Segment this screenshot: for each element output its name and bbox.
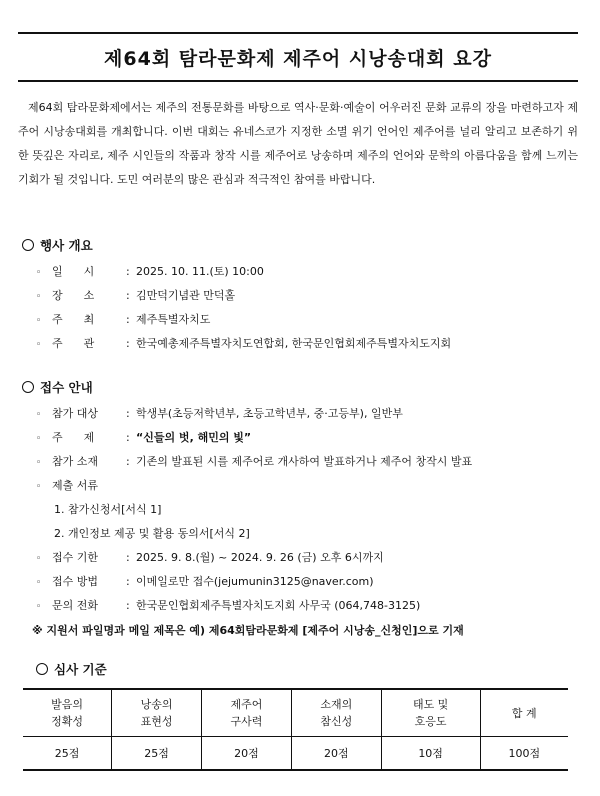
table-header-cell [480,689,568,737]
item-value: 한국예총제주특별자치도연합회, 한국문인협회제주특별자치도지회 [136,337,452,350]
reception-item-theme: ◦ 주 제 : “신들의 벗, 해민의 빛” [36,431,252,444]
dot-bullet-icon: ◦ [36,292,42,302]
intro-paragraph: 제64회 탐라문화제에서는 제주의 전통문화를 바탕으로 역사·문화·예술이 어우러진 문화 교류의 장을 마련하고자 제주어 시낭송대회를 개최합니다. 이번 대회는 유네스코가 지정한 소멸 위기 언어인 제주어를 널리 알리고 보존하기 위한 뜻깊은 자리로, 제주 시인들의 작품과 창작 시를 제주어로 낭송하며 제주의 언어와 문학의 아름다움을 함께 느끼는 기회가 될 것입니다. 도민 여러분의 많은 관심과 적극적인 참여를 바랍니다. [18,101,578,186]
document-item-1: 1. 참가신청서[서식 1] [54,503,162,516]
overview-item-venue: ◦ 장 소 : 김만덕기념관 만덕홀 [36,289,236,302]
submission-note: ※ 지원서 파일명과 메일 제목은 예) 제64회탐라문화제 [제주어 시낭송_신청인]으로 기재 [32,624,464,637]
item-label: 접수 기한 [52,551,99,564]
header-line: 호응도 [414,715,447,728]
item-label: 참가 대상 [52,407,99,420]
dot-bullet-icon: ◦ [36,482,42,492]
circle-bullet-icon [22,239,34,251]
dot-bullet-icon: ◦ [36,268,42,278]
table-header-row [23,689,568,737]
item-value: 한국문인협회제주특별자치도지회 사무국 (064,748-3125) [136,599,421,612]
table-cell: 20점 [291,737,381,771]
item-label: 제출 서류 [52,479,99,492]
overview-item-host: ◦ 주 최 : 제주특별자치도 [36,313,211,326]
dot-bullet-icon: ◦ [36,340,42,350]
header-line: 소재의 [320,698,353,711]
header-line: 표현성 [140,715,173,728]
page-title: 제64회 탐라문화제 제주어 시낭송대회 요강 [104,47,492,70]
section-title: 접수 안내 [40,380,93,395]
item-label: 접수 방법 [52,575,99,588]
reception-item-contact: ◦ 문의 전화 : 한국문인협회제주특별자치도지회 사무국 (064,748-3125) [36,599,421,612]
item-label: 참가 소재 [52,455,99,468]
item-value: 학생부(초등저학년부, 초등고학년부, 중·고등부), 일반부 [136,407,403,420]
header-line: 구사력 [230,715,263,728]
reception-item-method: ◦ 접수 방법 : 이메일로만 접수(jejumunin3125@naver.com) [36,575,374,588]
table-cell: 100점 [480,737,568,771]
dot-bullet-icon: ◦ [36,316,42,326]
table-cell: 25점 [23,737,112,771]
section-title: 행사 개요 [40,238,93,253]
circle-bullet-icon [22,381,34,393]
section-reception-heading [22,378,93,396]
section-criteria-heading [36,660,107,678]
circle-bullet-icon [36,663,48,675]
reception-item-deadline: ◦ 접수 기한 : 2025. 9. 8.(월) ~ 2024. 9. 26 (금) 오후 6시까지 [36,551,384,564]
table-header-cell [23,689,112,737]
dot-bullet-icon: ◦ [36,458,42,468]
dot-bullet-icon: ◦ [36,410,42,420]
item-value: 제주특별자치도 [136,313,211,326]
criteria-table [23,688,568,771]
reception-item-documents [36,477,126,493]
table-cell: 25점 [112,737,202,771]
section-overview-heading [22,236,93,254]
item-label: 주 제 [52,431,95,444]
header-line: 정확성 [51,715,83,728]
title-box [18,32,578,82]
item-label: 주 관 [52,337,95,350]
item-value: 기존의 발표된 시를 제주어로 개사하여 발표하거나 제주어 창작시 발표 [136,455,473,468]
header-line: 발음의 [51,698,83,711]
item-value: 이메일로만 접수(jejumunin3125@naver.com) [136,575,374,588]
table-header-cell [112,689,202,737]
item-label: 장 소 [52,289,95,302]
overview-item-date: ◦ 일 시 : 2025. 10. 11.(토) 10:00 [36,265,264,278]
header-line: 낭송의 [140,698,173,711]
table-header-cell [201,689,291,737]
reception-item-material: ◦ 참가 소재 : 기존의 발표된 시를 제주어로 개사하여 발표하거나 제주어 창작시 발표 [36,455,473,468]
section-title: 심사 기준 [54,662,107,677]
table-header-cell [381,689,480,737]
item-value: 2025. 9. 8.(월) ~ 2024. 9. 26 (금) 오후 6시까지 [136,551,384,564]
item-label: 일 시 [52,265,95,278]
table-row [23,737,568,771]
header-line: 태도 및 [412,698,449,711]
table-cell: 20점 [201,737,291,771]
header-line: 합 계 [511,706,537,720]
overview-item-organizer: ◦ 주 관 : 한국예총제주특별자치도연합회, 한국문인협회제주특별자치도지회 [36,337,452,350]
reception-item-target: ◦ 참가 대상 : 학생부(초등저학년부, 초등고학년부, 중·고등부), 일반부 [36,407,403,420]
dot-bullet-icon: ◦ [36,434,42,444]
dot-bullet-icon: ◦ [36,554,42,564]
header-line: 제주어 [230,698,263,711]
item-value: “신들의 벗, 해민의 빛” [136,431,252,444]
item-label: 주 최 [52,313,95,326]
document-item-2: 2. 개인정보 제공 및 활용 동의서[서식 2] [54,527,250,540]
header-line: 참신성 [320,715,353,728]
dot-bullet-icon: ◦ [36,578,42,588]
item-label: 문의 전화 [52,599,99,612]
item-value: 김만덕기념관 만덕홀 [136,289,236,302]
dot-bullet-icon: ◦ [36,602,42,612]
table-cell: 10점 [381,737,480,771]
item-value: 2025. 10. 11.(토) 10:00 [136,265,264,278]
table-header-cell [291,689,381,737]
